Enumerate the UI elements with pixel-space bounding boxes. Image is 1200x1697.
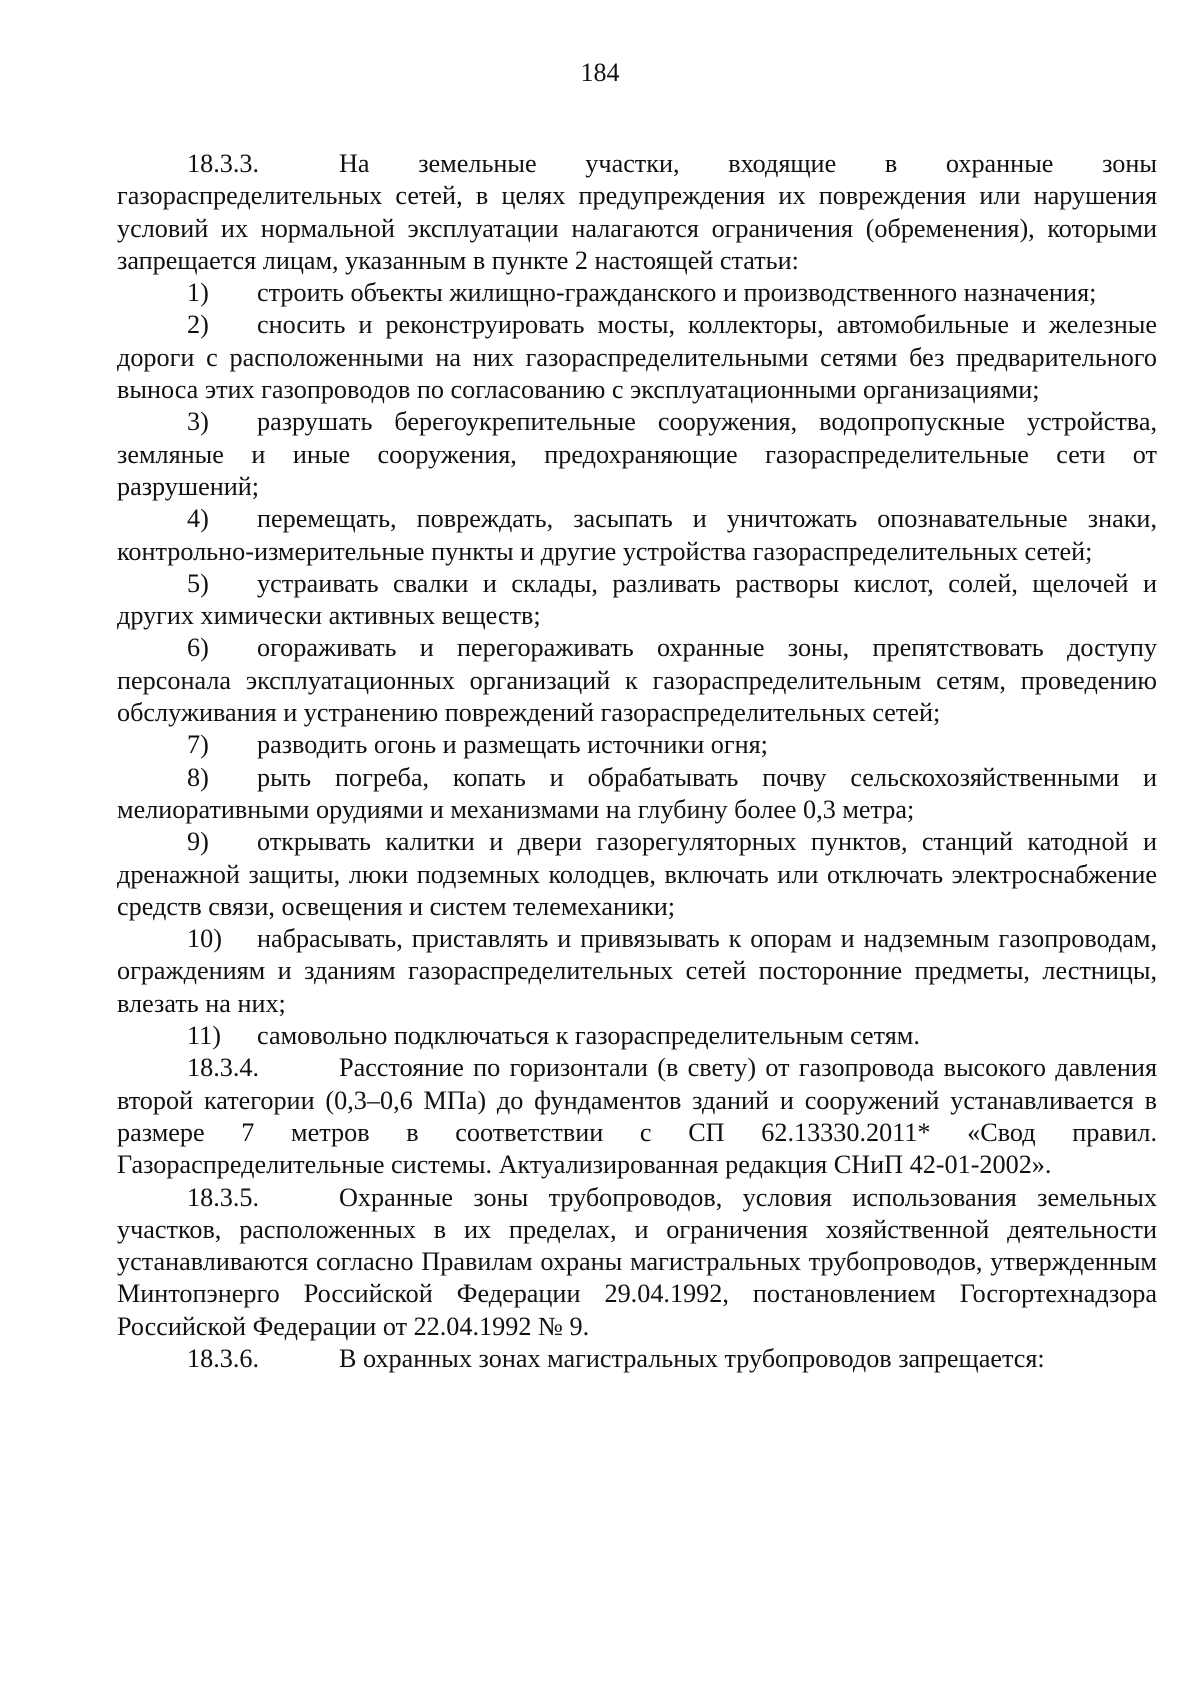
list-item (117, 568, 1157, 633)
document-body (117, 148, 1157, 1375)
list-item-text: разрушать берегоукрепительные сооружения, водопропускные устройства, земляные и иные сооружения, предохраняющие газораспределительные сети от разрушений; (117, 407, 1157, 501)
list-item-number: 8) (187, 762, 209, 792)
list-item (117, 923, 1157, 1020)
section-number: 18.3.5. (187, 1182, 260, 1212)
paragraph-text: В охранных зонах магистральных трубопроводов запрещается: (339, 1343, 1045, 1373)
list-item (117, 309, 1157, 406)
section-paragraph (117, 1182, 1157, 1343)
list-item (117, 406, 1157, 503)
list-item-number: 9) (187, 827, 209, 857)
section-paragraph (117, 1343, 1157, 1375)
list-item-text: набрасывать, приставлять и привязывать к опорам и надземным газопроводам, ограждениям и зданиям газораспределительных сетей посторонние предметы, лестницы, влезать на них; (117, 924, 1157, 1018)
list-item (117, 729, 1157, 761)
section-number: 18.3.3. (187, 149, 260, 178)
section-number: 18.3.4. (187, 1053, 260, 1083)
list-item-text: рыть погреба, копать и обрабатывать почву сельскохозяйственными и мелиоративными орудиями и механизмами на глубину более 0,3 метра; (117, 762, 1157, 824)
list-item (117, 503, 1157, 568)
list-item-number: 2) (187, 310, 209, 340)
list-item (117, 632, 1157, 729)
list-item-text: открывать калитки и двери газорегуляторных пунктов, станций катодной и дренажной защиты, люки подземных колодцев, включать или отключать электроснабжение средств связи, освещения и систем телемеханики; (117, 827, 1157, 921)
list-item-text: устраивать свалки и склады, разливать растворы кислот, солей, щелочей и других химически активных веществ; (117, 568, 1157, 631)
section-paragraph (117, 148, 1157, 277)
paragraph-text: Расстояние по горизонтали (в свету) от газопровода высокого давления второй категории (0,3–0,6 МПа) до фундаментов зданий и сооружений устанавливается в размере 7 метров в соответствии с СП 62.13330.2011* «Свод правил. Газораспределительные системы. Актуализированная редакция СНиП 42-01-2002». (117, 1053, 1157, 1180)
list-item (117, 277, 1157, 309)
list-item-number: 11) (187, 1021, 221, 1051)
list-item (117, 762, 1157, 827)
list-item-number: 1) (187, 278, 209, 308)
list-item-text: самовольно подключаться к газораспределительным сетям. (257, 1021, 920, 1051)
list-item-number: 7) (187, 730, 209, 760)
list-item (117, 1020, 1157, 1052)
list-item-text: разводить огонь и размещать источники огня; (257, 730, 768, 760)
list-item-text: строить объекты жилищно-гражданского и производственного назначения; (257, 278, 1097, 308)
list-item (117, 826, 1157, 923)
list-item-text: сносить и реконструировать мосты, коллекторы, автомобильные и железные дороги с расположенными на них газораспределительными сетями без предварительного выноса этих газопроводов по согласованию с эксплуатационными организациями; (117, 310, 1157, 405)
section-number: 18.3.6. (187, 1343, 260, 1373)
list-item-number: 10) (187, 924, 222, 954)
section-paragraph (117, 1052, 1157, 1181)
list-item-number: 3) (187, 407, 209, 437)
paragraph-text: На земельные участки, входящие в охранные зоны газораспределительных сетей, в целях предупреждения их повреждения или нарушения условий их нормальной эксплуатации налагаются ограничения (обременения), которыми запрещается лицам, указанным в пункте 2 настоящей статьи: (117, 149, 1157, 275)
paragraph-text: Охранные зоны трубопроводов, условия использования земельных участков, расположенных в их пределах, и ограничения хозяйственной деятельности устанавливаются согласно Правилам охраны магистральных трубопроводов, утвержденным Минтопэнерго Российской Федерации 29.04.1992, постановлением Госгортехнадзора Российской Федерации от 22.04.1992 № 9. (117, 1182, 1157, 1341)
list-item-number: 5) (187, 568, 209, 598)
page-number: 184 (580, 58, 620, 87)
list-item-text: перемещать, повреждать, засыпать и уничтожать опознавательные знаки, контрольно-измерительные пункты и другие устройства газораспределительных сетей; (117, 504, 1157, 566)
list-item-number: 6) (187, 633, 209, 663)
list-item-text: огораживать и перегораживать охранные зоны, препятствовать доступу персонала эксплуатационных организаций к газораспределительным сетям, проведению обслуживания и устранению повреждений газораспределительных сетей; (117, 633, 1157, 728)
list-item-number: 4) (187, 504, 209, 534)
